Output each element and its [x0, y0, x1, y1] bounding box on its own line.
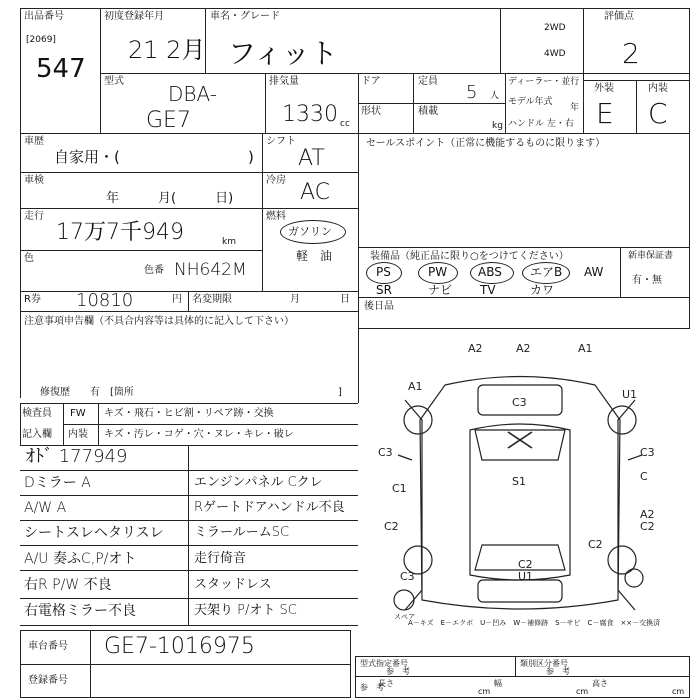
length-unit: cm: [478, 687, 491, 696]
door-label: ドア: [361, 76, 381, 87]
x-mark: [508, 432, 532, 448]
entry-label: 記入欄: [22, 429, 52, 440]
history-value: 自家用・(: [54, 148, 120, 166]
spec-label: 型式指定番号: [360, 659, 408, 668]
label-c2-u1b: U1: [518, 570, 534, 583]
label-a1-1: A1: [578, 342, 593, 355]
aircon-value: AC: [300, 180, 331, 205]
drive-4wd: 4WD: [544, 49, 566, 59]
chassis-value: GE7-1016975: [104, 634, 255, 659]
dim-ref: 参 考: [360, 683, 384, 692]
warranty-label: 新車保証書: [628, 251, 674, 261]
warranty-value: 有・無: [632, 275, 662, 286]
mileage-value: 17万7千949: [56, 220, 184, 245]
color-label: 色: [24, 253, 34, 264]
label-c-kure: C: [640, 470, 648, 483]
class-label: 類別区分番号: [520, 659, 568, 668]
wheel-front-right: [608, 406, 636, 434]
note-left-6: 右電格ミラー不良: [24, 603, 136, 619]
height-label: 高さ: [592, 679, 608, 688]
shift-value: AT: [298, 146, 325, 171]
color-no-value: NH642M: [174, 260, 247, 280]
after-label: 後日品: [364, 301, 394, 312]
equip-ps: PS: [376, 265, 391, 279]
c3-circle: [625, 569, 643, 587]
mileage-label: 走行: [24, 211, 44, 222]
interior-row-label: 内装: [68, 429, 88, 440]
car-right-side: [618, 400, 635, 610]
note-left-5: 右R P/W 不良: [24, 577, 112, 593]
label-a1-2: A1: [408, 380, 423, 393]
shape-label: 形状: [361, 106, 381, 117]
model-label: 型式: [104, 76, 124, 87]
grade-label: 評価点: [604, 11, 634, 22]
fuel-gas: ガソリン: [288, 225, 332, 238]
spare-tire: [394, 590, 414, 610]
note-right-2: Rゲートドアハンドル不良: [194, 500, 345, 515]
car-windshield: [475, 430, 565, 460]
yen: 円: [172, 294, 182, 305]
model-value-1: DBA-: [168, 82, 217, 106]
lot-sub: [2069]: [26, 35, 56, 45]
car-name-value: フィット: [228, 37, 338, 70]
model-year-label: モデル年式: [508, 97, 553, 107]
displacement-unit: cc: [340, 119, 350, 129]
grade-value: 2: [622, 37, 640, 70]
class-ref: 参 考: [546, 667, 570, 676]
note-right-6: 天架り P/オト SC: [194, 603, 297, 618]
interior-value: C: [648, 97, 668, 130]
equip-navi: ナビ: [428, 283, 453, 297]
history-label: 車歴: [24, 136, 44, 147]
color-no-label: 色番: [144, 265, 164, 276]
r-label: R券: [24, 294, 41, 305]
label-s1: S1: [512, 475, 526, 488]
spare-label: スペア: [394, 613, 415, 621]
width-unit: cm: [576, 687, 589, 696]
inspector-label: 検査員: [22, 408, 52, 419]
r-value: 10810: [76, 290, 134, 311]
label-c2-kure: C2: [588, 538, 603, 551]
aircon-label: 冷房: [266, 175, 286, 186]
equip-leather: カワ: [530, 283, 555, 297]
label-c1: C1: [392, 482, 407, 495]
length-label: 長さ: [378, 679, 394, 688]
repair-close: ]: [338, 387, 342, 398]
note-left-3: シートスレヘタリスレ: [24, 525, 164, 541]
label-c2: C2: [384, 520, 399, 533]
label-u1: U1: [622, 388, 638, 401]
meigi-month: 月: [290, 294, 300, 305]
label-c3-kure-r: C3: [640, 446, 655, 459]
spec-ref: 参 考: [386, 667, 410, 676]
note-right-1: エンジンパネル Cクレ: [194, 475, 323, 490]
equip-aw: AW: [584, 265, 604, 279]
capacity-unit: 人: [490, 91, 500, 101]
model-value-2: GE7: [146, 108, 191, 133]
sales-point-label: セールスポイント（正常に機能するものに限ります）: [366, 138, 606, 149]
car-roof: [470, 424, 570, 580]
equip-abs: ABS: [478, 265, 502, 279]
capacity-value: 5: [466, 82, 478, 103]
drive-2wd: 2WD: [544, 23, 566, 33]
label-c3: C3: [512, 396, 527, 409]
chassis-label: 車台番号: [28, 641, 68, 652]
legend: A－キズ E－エクボ U－凹み W－補修跡 S－サビ C－腐食 ××－交換済: [408, 619, 661, 627]
interior-items: キズ・汚レ・コゲ・穴・ヌレ・キレ・破レ: [104, 429, 294, 440]
width-label: 幅: [494, 679, 502, 688]
year-unit: 年: [570, 103, 580, 113]
note-left-1: Dミラー A: [24, 475, 91, 491]
equip-tv: TV: [480, 283, 496, 297]
inspection-value: 年 月( 日): [106, 191, 234, 206]
note-left-2: A/W A: [24, 500, 67, 516]
car-name-label: 車名・グレード: [210, 11, 280, 22]
exterior-label: 外装: [594, 83, 614, 94]
equip-label: 装備品（純正品に限り○をつけてください）: [370, 251, 569, 262]
repair-label: 修復歴 有 [箇所: [40, 387, 134, 398]
note-left-4: A/U 奏ふC,P/オト: [24, 551, 137, 567]
label-a2-c2: A2: [640, 508, 655, 521]
label-a2-1: A2: [468, 342, 483, 355]
shift-label: シフト: [266, 136, 296, 147]
lot-number: 547: [36, 54, 86, 84]
meigi-label: 名変期限: [192, 294, 232, 305]
fuel-label: 燃料: [266, 211, 286, 222]
history-close: ): [248, 148, 254, 166]
note-odometer: ｵﾄﾞ 177949: [26, 446, 128, 467]
inspection-label: 車検: [24, 175, 44, 186]
reg-label: 登録番号: [28, 675, 68, 686]
fw-items: キズ・飛石・ヒビ割・リペア跡・交換: [104, 408, 274, 419]
label-a2-2: A2: [516, 342, 531, 355]
lot-label: 出品番号: [24, 11, 64, 22]
note-right-3: ミラールームSC: [194, 525, 290, 540]
label-c2-u1: C2: [518, 558, 533, 571]
notice-label: 注意事項申告欄（不具合内容等は具体的に記入して下さい）: [24, 316, 294, 327]
equip-pw: PW: [428, 265, 448, 279]
displacement-value: 1330: [282, 102, 338, 127]
interior-label: 内装: [648, 83, 668, 94]
wheel-front-left: [404, 406, 432, 434]
equip-sr: SR: [376, 283, 392, 297]
fw-label: FW: [70, 408, 86, 419]
dealer-label: ディーラー・並行: [508, 77, 580, 87]
equip-airbag: エアB: [530, 265, 563, 279]
load-label: 積載: [418, 106, 438, 117]
first-reg-label: 初度登録年月: [104, 11, 164, 22]
fuel-light: 軽 油: [296, 249, 333, 263]
displacement-label: 排気量: [269, 76, 299, 87]
note-right-4: 走行倚音: [194, 551, 247, 566]
mileage-unit: km: [222, 237, 236, 247]
car-rear: [478, 580, 562, 602]
label-c3-left: C3: [400, 570, 415, 583]
first-reg-value: 21 2月: [128, 36, 206, 64]
kg-unit: kg: [492, 121, 503, 131]
handle-label: ハンドル 左・右: [508, 119, 574, 129]
label-c3-kure: C3: [378, 446, 393, 459]
mirror-left: [398, 455, 412, 460]
capacity-label: 定員: [418, 76, 438, 87]
note-right-5: スタッドレス: [194, 577, 272, 592]
label-a2-c2b: C2: [640, 520, 655, 533]
exterior-value: E: [596, 97, 614, 130]
meigi-day: 日: [340, 294, 350, 305]
height-unit: cm: [672, 687, 685, 696]
